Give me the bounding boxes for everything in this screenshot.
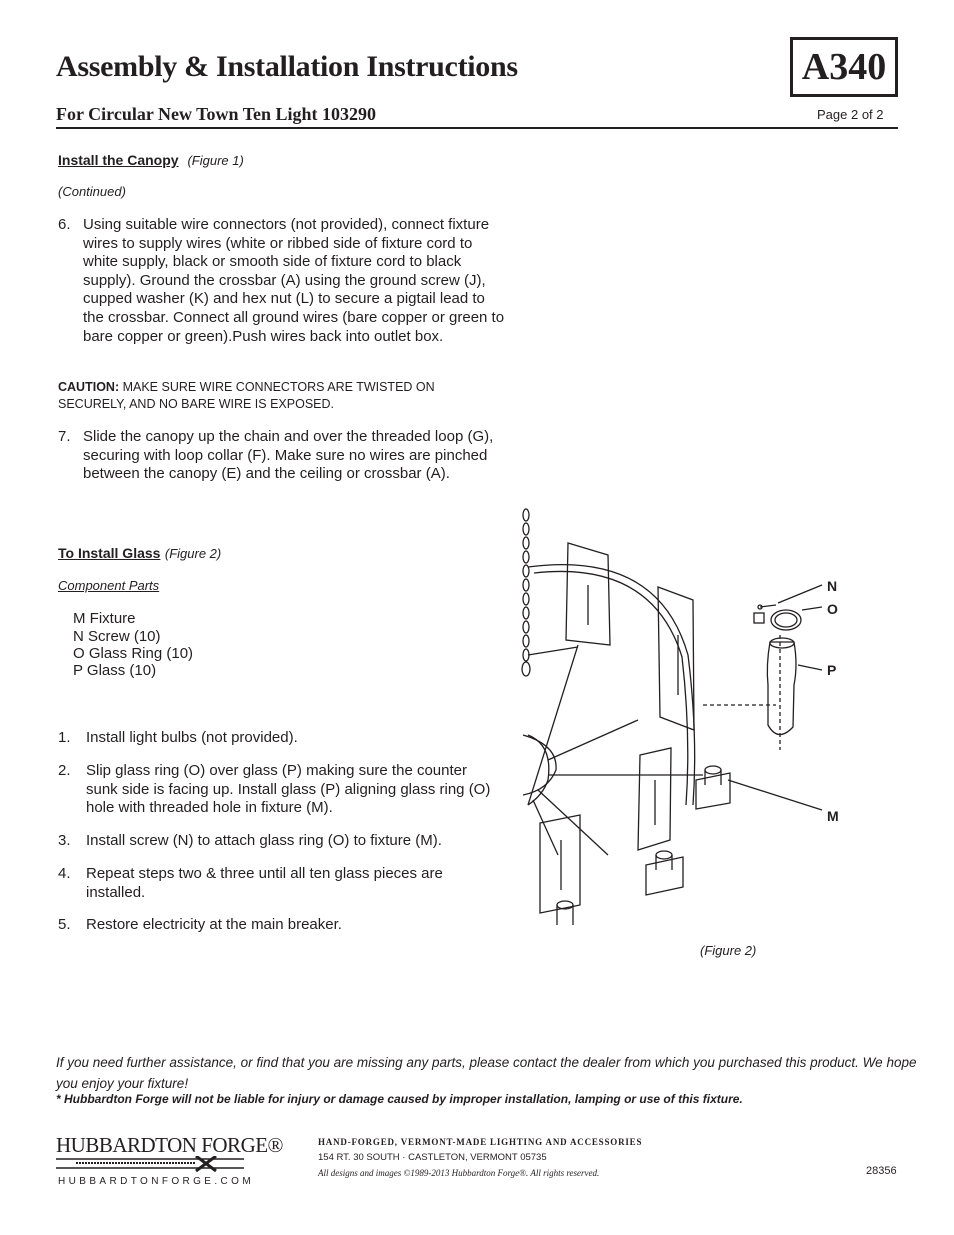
socket-1	[696, 766, 730, 809]
part-item: M Fixture	[73, 610, 136, 627]
part-item: P Glass (10)	[73, 662, 157, 679]
socket-2	[646, 851, 683, 895]
step-text: Slip glass ring (O) over glass (P) making sure the counter sunk side is facing up. Install glass (P) aligning glass ring (O) hole with threaded hole in fixture (M).	[86, 762, 491, 817]
glass-step-4	[58, 865, 498, 902]
canopy-step-6	[58, 216, 506, 346]
glass-section-header	[58, 545, 221, 563]
part-item: O Glass Ring (10)	[73, 645, 194, 662]
forge-logo-mark	[56, 1156, 244, 1172]
fixture-ring	[528, 565, 695, 805]
figure-2-fixture-diagram	[518, 505, 848, 930]
company-address: 154 RT. 30 SOUTH · CASTLETON, VERMONT 05735	[318, 1152, 547, 1163]
component-parts-heading: Component Parts	[58, 578, 160, 593]
brand-logo-text: HUBBARDTON FORGE®	[56, 1133, 284, 1157]
document-code: 28356	[866, 1165, 897, 1177]
product-subtitle: For Circular New Town Ten Light 103290	[56, 104, 377, 124]
document-number-box: A340	[790, 37, 898, 97]
caution-note	[58, 379, 498, 413]
brand-website: HUBBARDTONFORGE.COM	[58, 1176, 255, 1187]
glass-P	[767, 638, 796, 735]
label-N: N	[827, 578, 838, 594]
step-number: 6.	[58, 216, 71, 233]
caution-label: CAUTION:	[58, 380, 120, 394]
step-number: 4.	[58, 865, 71, 882]
liability-disclaimer: * Hubbardton Forge will not be liable for injury or damage caused by improper installation, lamping or use of this fixture.	[56, 1092, 743, 1106]
continued-note: (Continued)	[58, 184, 126, 199]
step-number: 5.	[58, 916, 71, 933]
page-title: Assembly & Installation Instructions	[56, 50, 518, 83]
step-number: 7.	[58, 428, 71, 445]
step-text: Restore electricity at the main breaker.	[86, 916, 342, 933]
glass-ring-O	[754, 610, 801, 630]
copyright-notice: All designs and images ©1989-2013 Hubbardton Forge®. All rights reserved.	[318, 1168, 600, 1178]
step-number: 2.	[58, 762, 71, 779]
step-text: Install screw (N) to attach glass ring (O) to fixture (M).	[86, 832, 442, 849]
screw-N	[758, 605, 776, 609]
glass-step-5	[58, 916, 498, 935]
glass-shade-1	[566, 543, 610, 645]
assistance-note: If you need further assistance, or find that you are missing any parts, please contact the dealer from which you purchased this product. We hope you enjoy your fixture!	[56, 1055, 917, 1091]
header-divider	[56, 127, 898, 129]
step-text: Using suitable wire connectors (not provided), connect fixture wires to supply wires (white or ribbed side of fixture cord to white supply, black or smooth side of fixture cord to black supply). Ground the crossbar (A) using the ground screw (J), cupped washer (K) and hex nut (L) to secure a pigtail lead to the crossbar. Connect all ground wires (bare copper or green to bare copper or green).Push wires back into outlet box.	[83, 216, 505, 345]
canopy-section-header	[58, 152, 244, 170]
glass-step-2	[58, 762, 498, 818]
glass-figure-ref: (Figure 2)	[164, 546, 222, 561]
step-text: Repeat steps two & three until all ten glass pieces are installed.	[86, 865, 443, 901]
glass-shade-3	[638, 748, 671, 850]
caution-text: MAKE SURE WIRE CONNECTORS ARE TWISTED ON SECURELY, AND NO BARE WIRE IS EXPOSED.	[58, 380, 435, 411]
glass-step-3	[58, 832, 498, 851]
figure-2-caption: (Figure 2)	[700, 943, 757, 958]
glass-heading: To Install Glass	[58, 545, 161, 561]
step-number: 3.	[58, 832, 71, 849]
label-M: M	[827, 808, 839, 824]
brand-tagline: HAND-FORGED, VERMONT-MADE LIGHTING AND ACCESSORIES	[318, 1137, 643, 1147]
canopy-heading: Install the Canopy	[58, 152, 179, 168]
canopy-step-7	[58, 428, 506, 484]
label-O: O	[827, 601, 838, 617]
page-indicator: Page 2 of 2	[817, 107, 884, 122]
step-text: Slide the canopy up the chain and over the threaded loop (G), securing with loop collar (F). Make sure no wires are pinched between the canopy (E) and the ceiling or crossbar (A).	[83, 428, 494, 483]
chain-illustration	[522, 509, 530, 676]
step-text: Install light bulbs (not provided).	[86, 729, 298, 746]
canopy-figure-ref: (Figure 1)	[187, 153, 244, 168]
socket-3	[557, 901, 573, 925]
glass-step-1	[58, 729, 498, 748]
label-P: P	[827, 662, 837, 678]
step-number: 1.	[58, 729, 71, 746]
part-item: N Screw (10)	[73, 628, 161, 645]
